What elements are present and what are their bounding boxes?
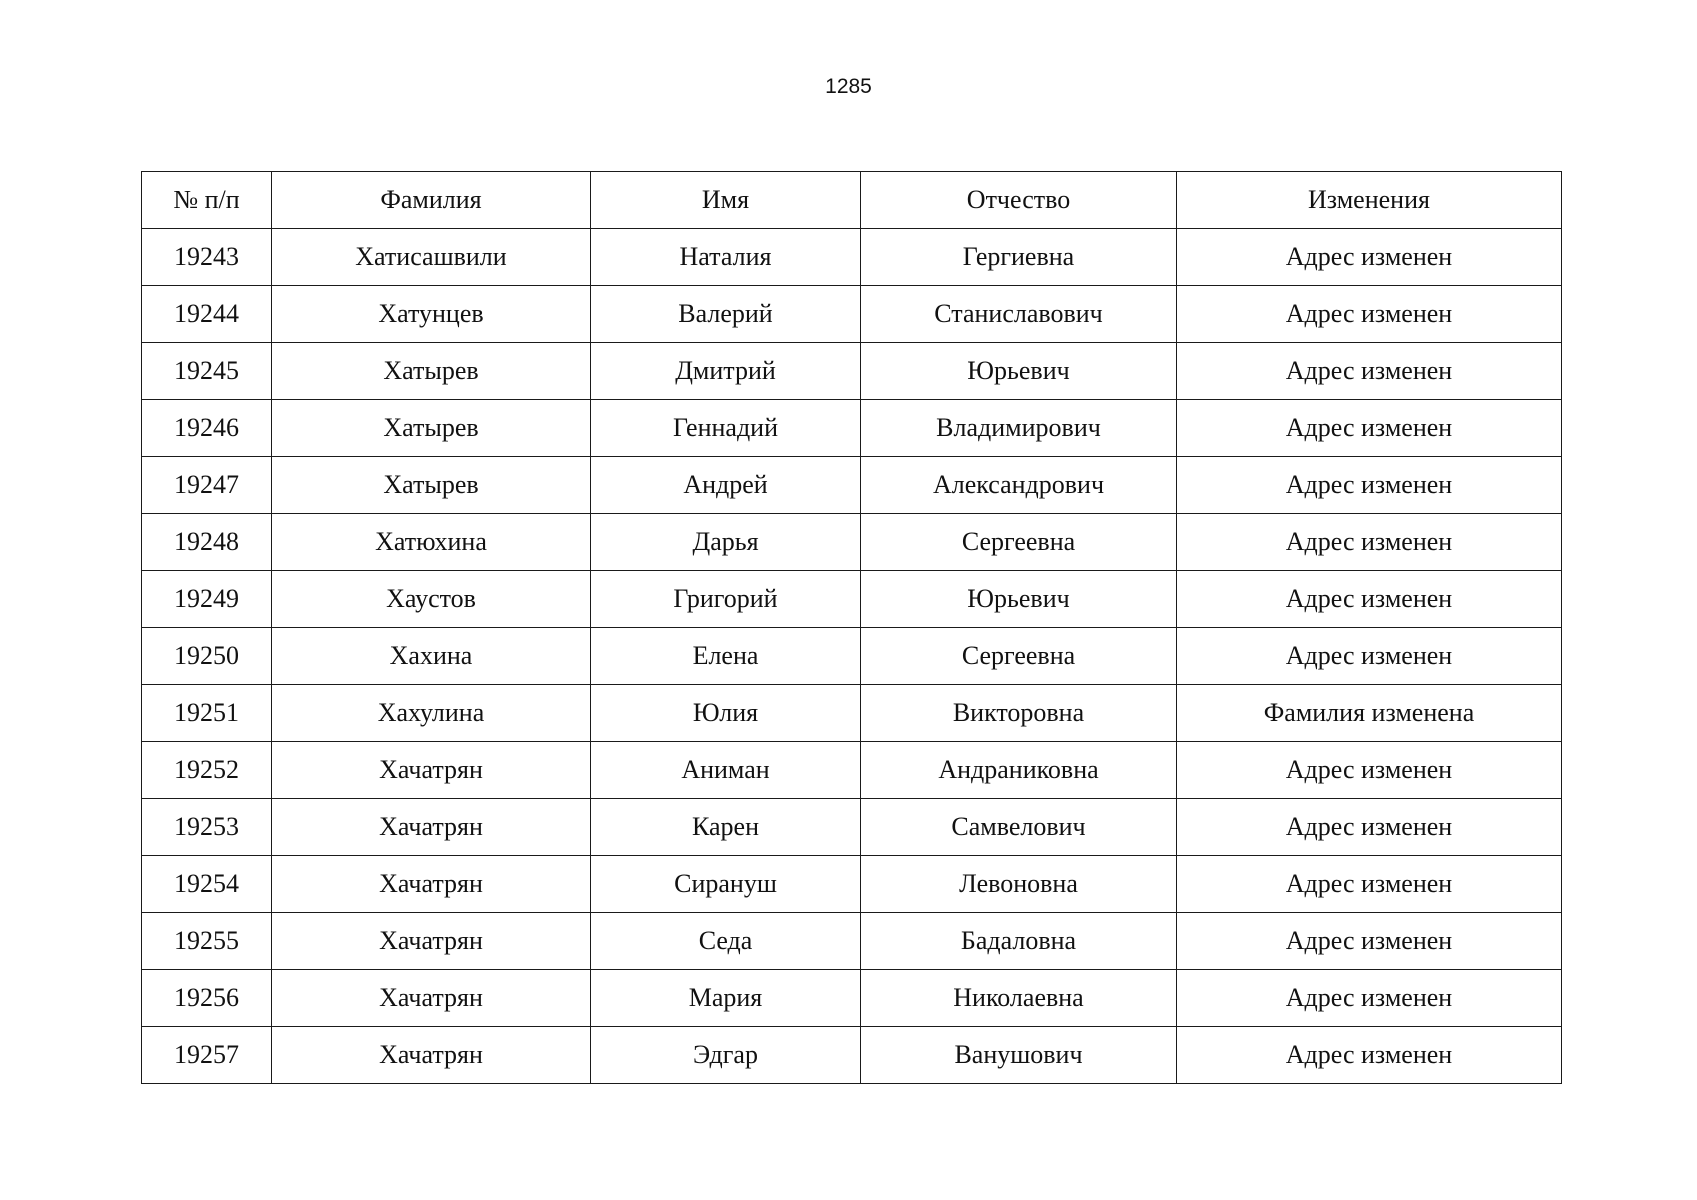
- cell-number: 19243: [142, 229, 272, 286]
- cell-first-name: Валерий: [591, 286, 861, 343]
- table-row: [142, 343, 1562, 400]
- cell-number: 19255: [142, 913, 272, 970]
- cell-changes: Адрес изменен: [1177, 970, 1562, 1027]
- cell-first-name: Аниман: [591, 742, 861, 799]
- cell-patronymic: Левоновна: [861, 856, 1177, 913]
- table-row: [142, 457, 1562, 514]
- cell-changes: Адрес изменен: [1177, 343, 1562, 400]
- cell-first-name: Сирануш: [591, 856, 861, 913]
- table-row: [142, 856, 1562, 913]
- cell-number: 19248: [142, 514, 272, 571]
- cell-patronymic: Николаевна: [861, 970, 1177, 1027]
- cell-first-name: Григорий: [591, 571, 861, 628]
- cell-number: 19246: [142, 400, 272, 457]
- cell-number: 19249: [142, 571, 272, 628]
- cell-patronymic: Викторовна: [861, 685, 1177, 742]
- cell-changes: Адрес изменен: [1177, 742, 1562, 799]
- cell-surname: Хаустов: [272, 571, 591, 628]
- table-row: [142, 742, 1562, 799]
- cell-surname: Хачатрян: [272, 970, 591, 1027]
- cell-first-name: Седа: [591, 913, 861, 970]
- table-row: [142, 628, 1562, 685]
- cell-number: 19256: [142, 970, 272, 1027]
- cell-number: 19254: [142, 856, 272, 913]
- cell-patronymic: Андраниковна: [861, 742, 1177, 799]
- cell-patronymic: Станиславович: [861, 286, 1177, 343]
- cell-changes: Адрес изменен: [1177, 229, 1562, 286]
- cell-surname: Хачатрян: [272, 913, 591, 970]
- cell-first-name: Елена: [591, 628, 861, 685]
- cell-patronymic: Владимирович: [861, 400, 1177, 457]
- table-row: [142, 1027, 1562, 1084]
- table-row: [142, 970, 1562, 1027]
- cell-changes: Адрес изменен: [1177, 400, 1562, 457]
- cell-patronymic: Бадаловна: [861, 913, 1177, 970]
- cell-surname: Хатырев: [272, 400, 591, 457]
- cell-surname: Хатырев: [272, 457, 591, 514]
- cell-surname: Хачатрян: [272, 742, 591, 799]
- cell-changes: Адрес изменен: [1177, 628, 1562, 685]
- cell-changes: Адрес изменен: [1177, 799, 1562, 856]
- cell-first-name: Эдгар: [591, 1027, 861, 1084]
- cell-surname: Хахулина: [272, 685, 591, 742]
- page-number: 1285: [825, 75, 872, 98]
- table-row: [142, 286, 1562, 343]
- cell-changes: Адрес изменен: [1177, 514, 1562, 571]
- cell-number: 19257: [142, 1027, 272, 1084]
- cell-surname: Хачатрян: [272, 799, 591, 856]
- cell-patronymic: Юрьевич: [861, 571, 1177, 628]
- cell-patronymic: Юрьевич: [861, 343, 1177, 400]
- cell-first-name: Карен: [591, 799, 861, 856]
- cell-patronymic: Ванушович: [861, 1027, 1177, 1084]
- table-header-row: [142, 172, 1562, 229]
- cell-changes: Адрес изменен: [1177, 1027, 1562, 1084]
- cell-first-name: Дмитрий: [591, 343, 861, 400]
- cell-surname: Хатырев: [272, 343, 591, 400]
- cell-changes: Адрес изменен: [1177, 457, 1562, 514]
- table-row: [142, 514, 1562, 571]
- table-body: [142, 229, 1562, 1084]
- cell-patronymic: Александрович: [861, 457, 1177, 514]
- cell-surname: Хачатрян: [272, 1027, 591, 1084]
- column-header-changes: Изменения: [1177, 172, 1562, 229]
- table-row: [142, 229, 1562, 286]
- cell-first-name: Геннадий: [591, 400, 861, 457]
- cell-surname: Хачатрян: [272, 856, 591, 913]
- cell-surname: Хатюхина: [272, 514, 591, 571]
- cell-number: 19252: [142, 742, 272, 799]
- column-header-first-name: Имя: [591, 172, 861, 229]
- cell-number: 19250: [142, 628, 272, 685]
- table-row: [142, 799, 1562, 856]
- cell-patronymic: Сергеевна: [861, 514, 1177, 571]
- cell-first-name: Андрей: [591, 457, 861, 514]
- cell-first-name: Наталия: [591, 229, 861, 286]
- cell-number: 19247: [142, 457, 272, 514]
- records-table: [141, 171, 1562, 1084]
- column-header-patronymic: Отчество: [861, 172, 1177, 229]
- cell-surname: Хатунцев: [272, 286, 591, 343]
- cell-changes: Адрес изменен: [1177, 913, 1562, 970]
- cell-first-name: Дарья: [591, 514, 861, 571]
- cell-number: 19245: [142, 343, 272, 400]
- cell-patronymic: Самвелович: [861, 799, 1177, 856]
- cell-changes: Адрес изменен: [1177, 571, 1562, 628]
- cell-changes: Фамилия изменена: [1177, 685, 1562, 742]
- column-header-surname: Фамилия: [272, 172, 591, 229]
- table-row: [142, 571, 1562, 628]
- cell-number: 19244: [142, 286, 272, 343]
- table-row: [142, 400, 1562, 457]
- table-row: [142, 913, 1562, 970]
- table-row: [142, 685, 1562, 742]
- cell-patronymic: Сергеевна: [861, 628, 1177, 685]
- cell-surname: Хахина: [272, 628, 591, 685]
- cell-first-name: Юлия: [591, 685, 861, 742]
- column-header-number: № п/п: [142, 172, 272, 229]
- cell-surname: Хатисашвили: [272, 229, 591, 286]
- cell-changes: Адрес изменен: [1177, 286, 1562, 343]
- cell-changes: Адрес изменен: [1177, 856, 1562, 913]
- cell-number: 19253: [142, 799, 272, 856]
- cell-first-name: Мария: [591, 970, 861, 1027]
- cell-patronymic: Гергиевна: [861, 229, 1177, 286]
- cell-number: 19251: [142, 685, 272, 742]
